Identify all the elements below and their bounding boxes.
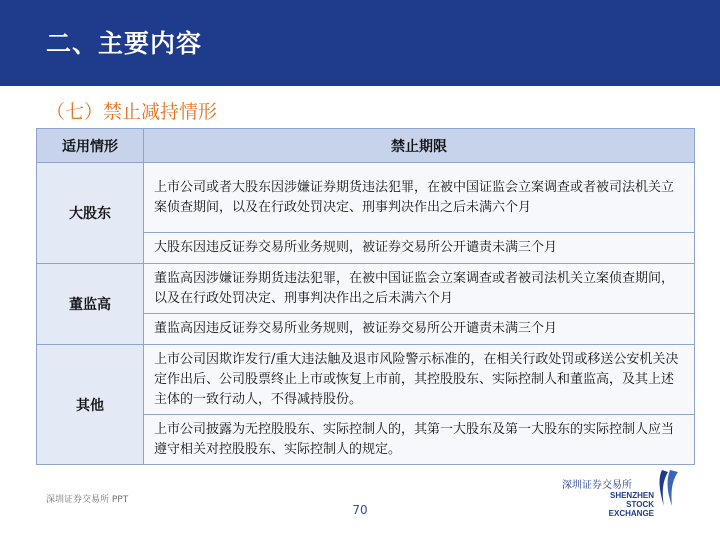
logo-name-cn: 深圳证券交易所 [562,480,632,491]
logo-name-en-line1: SHENZHEN [609,491,654,500]
table-header-row [37,129,695,163]
category-cell-major-shareholder: 大股东 [37,163,144,264]
rule-cell: 上市公司披露为无控股股东、实际控制人的，其第一大股东及第一大股东的实际控制人应当遵守相关对控股股东、实际控制人的规定。 [144,415,695,465]
logo-name-en [594,491,654,518]
category-cell-directors-supervisors-executives: 董监高 [37,264,144,345]
restriction-table [36,128,695,465]
rule-cell: 董监高因违反证券交易所业务规则，被证券交易所公开谴责未满三个月 [144,314,695,345]
page-title: 二、主要内容 [46,29,203,58]
page-number: 70 [352,503,368,517]
logo-name-en-line2: STOCK EXCHANGE [608,500,654,518]
szse-logo [562,466,682,518]
column-header-period: 禁止期限 [144,129,695,163]
rule-cell: 上市公司因欺诈发行/重大违法触及退市风险警示标准的，在相关行政处罚或移送公安机关决定作出后、公司股票终止上市或恢复上市前，其控股股东、实际控制人和董监高，及其上述主体的一致行动人，不得减持股份。 [144,345,695,415]
table-row [37,163,695,233]
section-title: （七）禁止减持情形 [46,101,218,123]
footer-note: 深圳证券交易所 PPT [46,495,129,505]
column-header-scenario: 适用情形 [37,129,144,163]
header-banner [0,0,720,86]
rule-cell: 上市公司或者大股东因涉嫌证券期货违法犯罪，在被中国证监会立案调查或者被司法机关立案侦查期间，以及在行政处罚决定、刑事判决作出之后未满六个月 [144,163,695,233]
table-row [37,345,695,415]
szse-logo-icon [656,468,680,508]
table-row [37,264,695,314]
rule-cell: 大股东因违反证券交易所业务规则，被证券交易所公开谴责未满三个月 [144,233,695,264]
rule-cell: 董监高因涉嫌证券期货违法犯罪，在被中国证监会立案调查或者被司法机关立案侦查期间，以及在行政处罚决定、刑事判决作出之后未满六个月 [144,264,695,314]
category-cell-others: 其他 [37,345,144,465]
